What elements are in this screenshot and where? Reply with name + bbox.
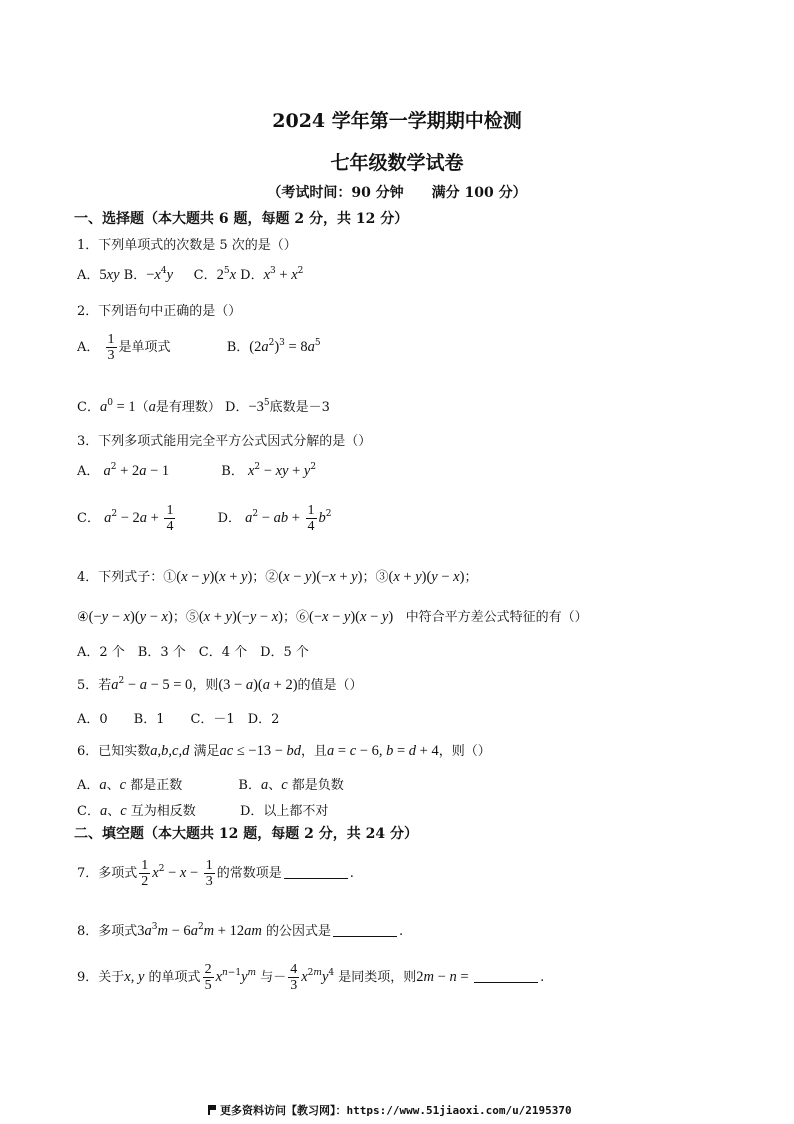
- question-6-stem: 6．已知实数a,b,c,d 满足ac ≤ −13 − bd，且a = c − 6, b = d + 4，则（）: [77, 743, 491, 759]
- section-1-heading: 一、选择题（本大题共 6 题，每题 2 分，共 12 分）: [74, 211, 409, 227]
- question-2-options-cd: C．$a^0 = 1(a$是有理数） D．$-3^5$底数是－3: [77, 398, 330, 415]
- question-3-options-ab: A． $a^2 + 2a - 1$ B． $x^2$ − xy + $y^2$: [77, 462, 317, 479]
- footer-link[interactable]: 更多资料访问【教习网】：https://www.51jiaoxi.com/u/2195370: [208, 1102, 572, 1118]
- question-5-stem: 5．若$a^2 - a - 5 = 0$，则(3 − a)(a + 2)的值是（）: [77, 676, 363, 693]
- question-4-line-1: 4．下列式子：①(x − y)(x + y)；②(x − y)(−x + y)；③(x + y)(y − x)；: [77, 569, 478, 585]
- question-4-options: A．2 个 B．3 个 C．4 个 D．5 个: [77, 645, 309, 660]
- page-subtitle: 七年级数学试卷: [330, 152, 464, 174]
- page-title: 2024 学年第一学期期中检测: [272, 110, 522, 132]
- question-5-options: A．0 B．1 C．－1 D．2: [77, 712, 280, 727]
- exam-info: （考试时间：90 分钟 满分 100 分）: [267, 185, 527, 201]
- question-7: 7．多项式 $\frac{1}{2}$ $x^2 - x$ − $\frac{1}{3}$ 的常数项是 .: [77, 858, 354, 889]
- section-2-heading: 二、填空题（本大题共 12 题，每题 2 分，共 24 分）: [74, 826, 418, 842]
- question-6-options-cd: C．a、c 互为相反数 D．以上都不对: [77, 803, 329, 819]
- question-6-options-ab: A．a、c 都是正数 B．a、c 都是负数: [77, 777, 344, 793]
- question-3-options-cd: C． $a^2 - 2a$ + $\frac{1}{4}$ D． $a^2$ − ab + $\frac{1}{4}$ $b^2$: [77, 503, 332, 534]
- question-9: 9．关于x, y 的单项式 $\frac{2}{5}$ $x^{n-1}y^m$ 与－ $\frac{4}{3}$ $x^{2m}y^4$ 是同类项，则2m − n = .: [77, 962, 545, 993]
- flag-icon: [208, 1105, 216, 1115]
- question-8: 8．多项式$3a^3m - 6a^2m + 12am$ 的公因式是 .: [77, 922, 404, 939]
- question-1-stem: 1．下列单项式的次数是 5 次的是（）: [77, 238, 297, 253]
- question-1-options: A．5xy B．$-x^4y$ C．$2^5x$ D．$x^3 + x^2$: [77, 266, 304, 283]
- question-3-stem: 3．下列多项式能用完全平方公式因式分解的是（）: [77, 434, 372, 449]
- question-4-line-2: ④(−y − x)(y − x)；⑤(x + y)(−y − x)；⑥(−x − y)(x − y) 中符合平方差公式特征的有（）: [77, 609, 588, 625]
- question-2-stem: 2．下列语句中正确的是（）: [77, 304, 242, 319]
- question-2-options-ab: A． $\frac{1}{3}$ 是单项式 B．$(2a^2)^3 = 8a^5$: [77, 332, 321, 363]
